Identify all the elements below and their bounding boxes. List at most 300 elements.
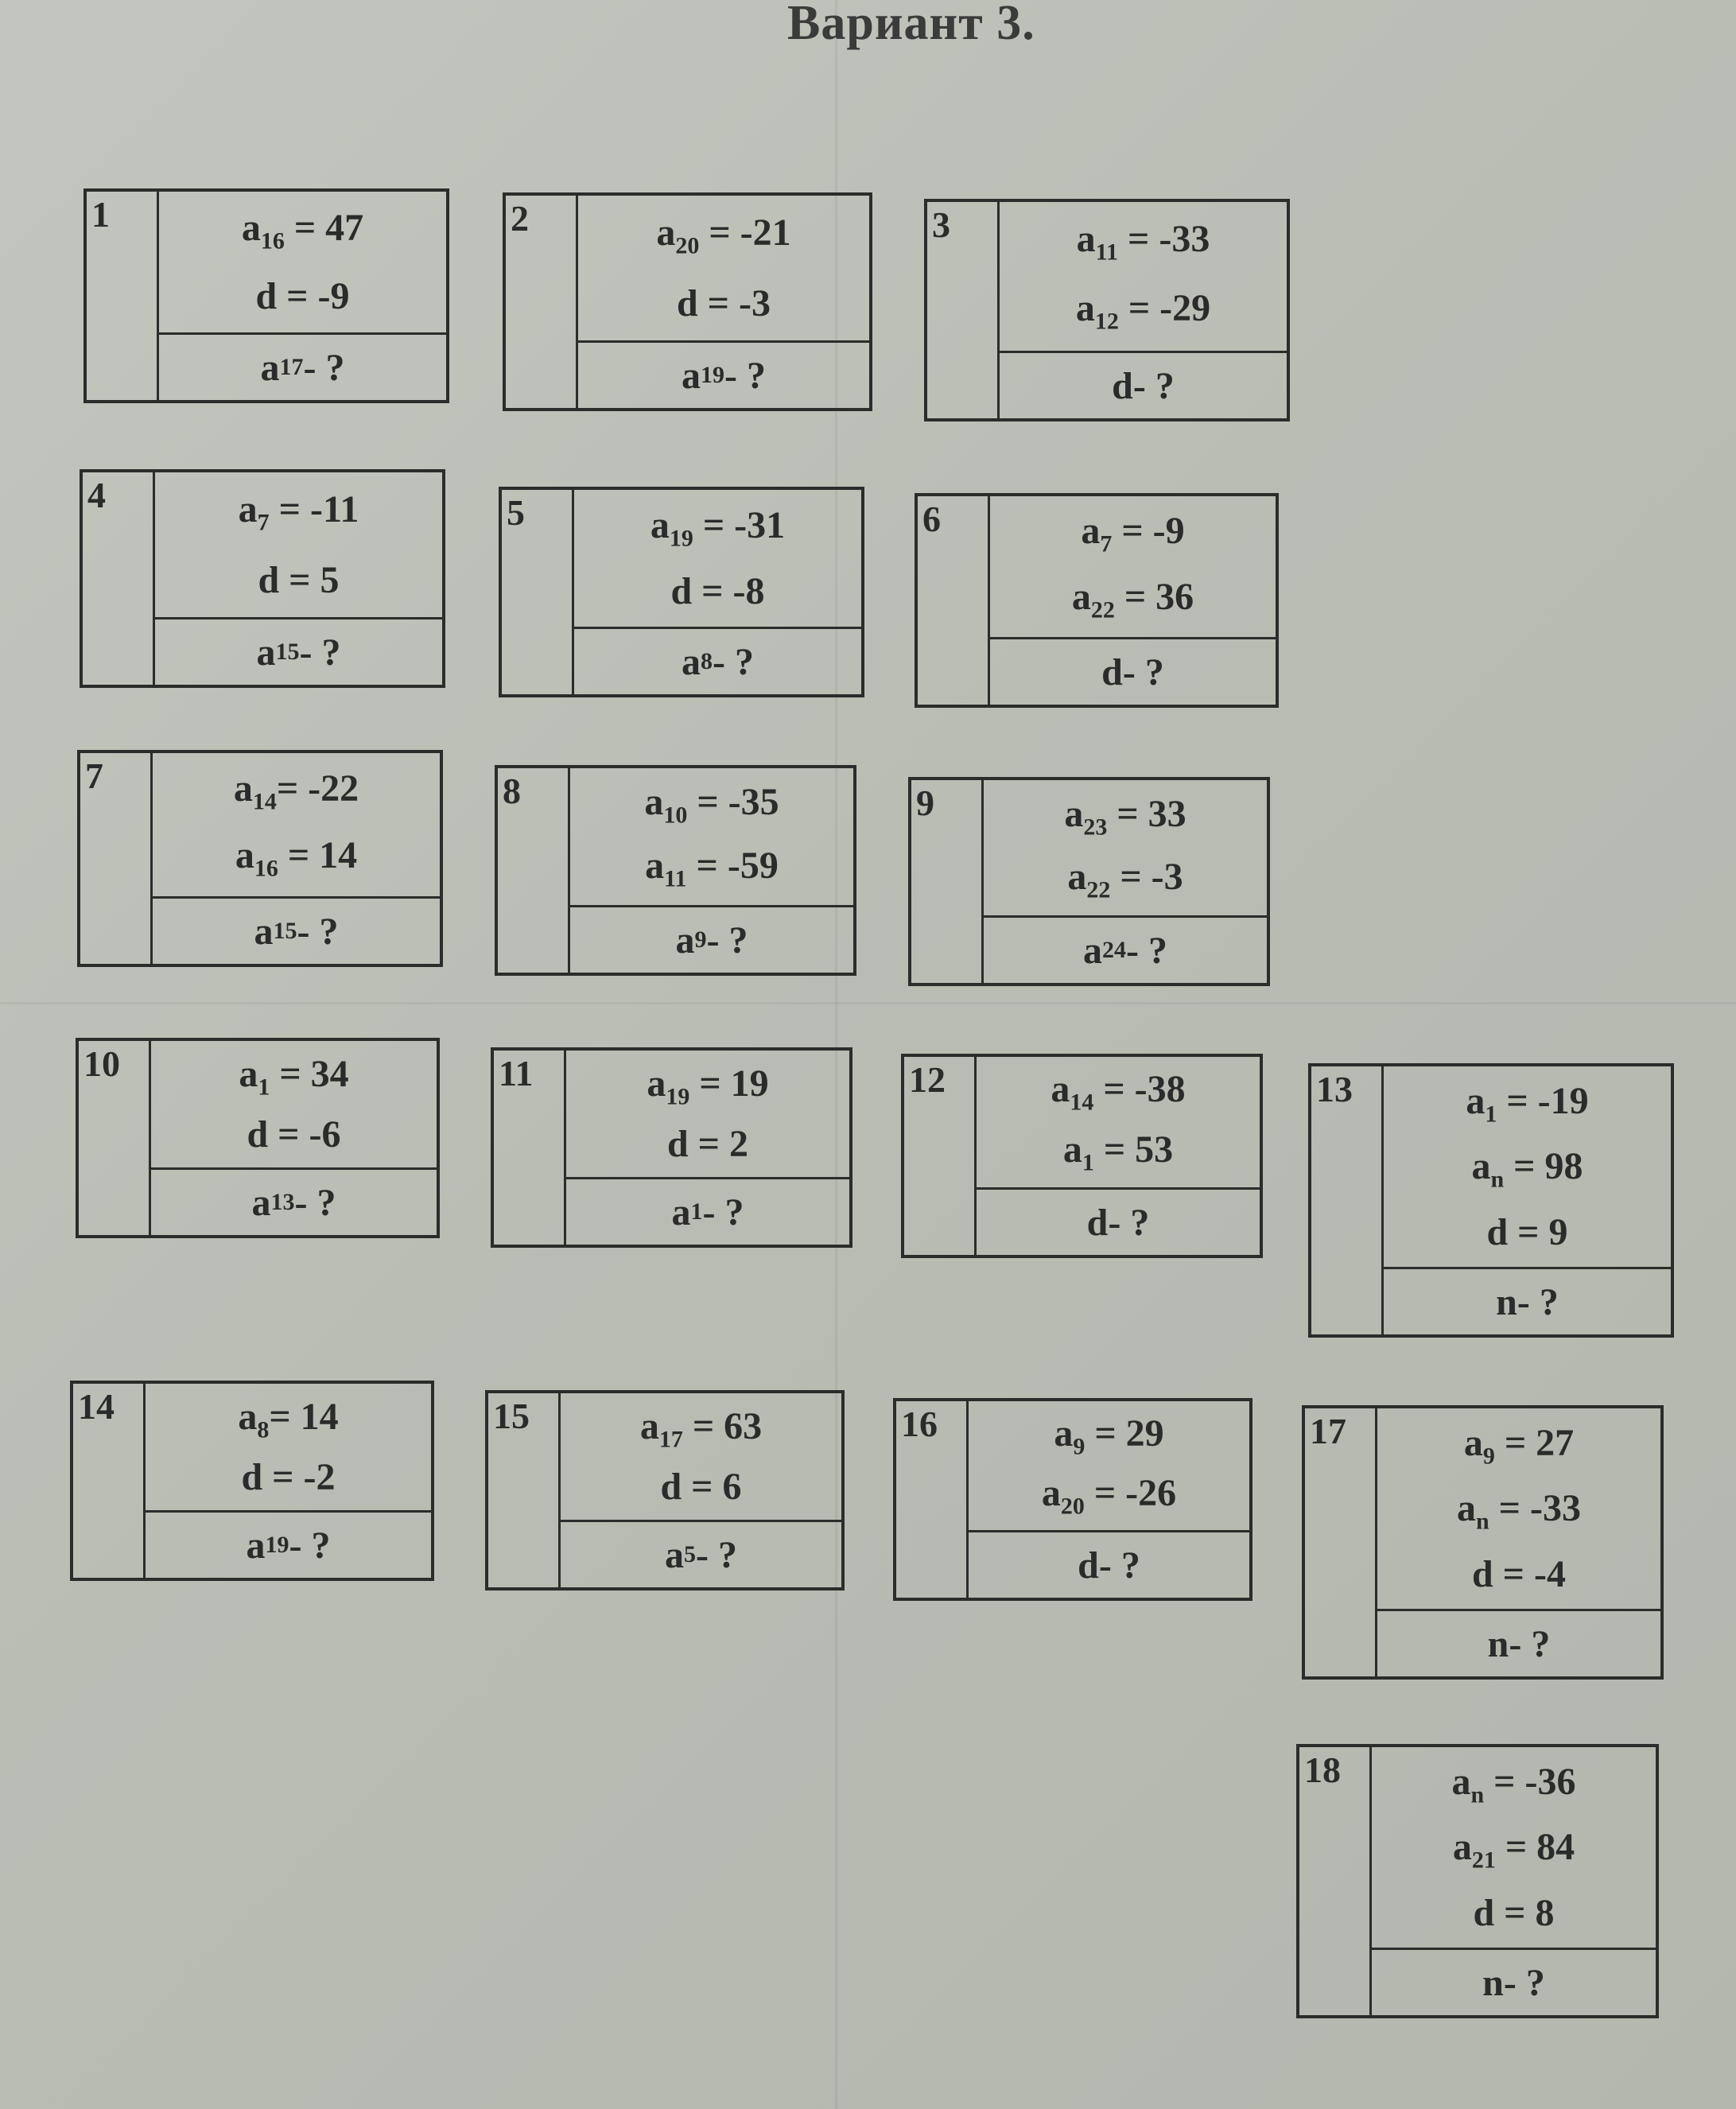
variable: a <box>235 834 254 877</box>
subscript: 1 <box>690 1198 703 1225</box>
subscript: 12 <box>1094 309 1119 336</box>
given-line <box>1464 1421 1574 1470</box>
variable: a <box>1456 1487 1476 1530</box>
task-number-column <box>904 1057 977 1255</box>
given-values <box>561 1393 841 1522</box>
given-line <box>656 211 790 260</box>
question-mark: - ? <box>1126 929 1167 972</box>
task-number-column <box>1311 1066 1384 1334</box>
subscript: 21 <box>1471 1847 1496 1874</box>
given-line <box>1051 1067 1185 1117</box>
variable: a <box>675 919 695 961</box>
task-card <box>77 750 443 967</box>
given-values <box>151 1041 437 1170</box>
given-line <box>651 503 785 553</box>
value: = -8 <box>692 570 765 613</box>
value: = -59 <box>686 845 779 887</box>
task-body <box>984 780 1267 983</box>
task-card <box>70 1381 434 1581</box>
subscript: 1 <box>1485 1101 1497 1128</box>
task-number-column <box>73 1384 146 1578</box>
question-line <box>1384 1269 1671 1334</box>
task-number: 2 <box>511 198 529 239</box>
subscript: n <box>1470 1781 1485 1808</box>
question-mark: - ? <box>713 640 754 683</box>
task-number-column <box>1299 1747 1372 2015</box>
given-line <box>660 1465 741 1509</box>
given-line <box>1471 1144 1583 1194</box>
task-body <box>977 1057 1260 1255</box>
given-line <box>645 844 779 893</box>
task-card <box>1296 1744 1659 2018</box>
variable: a <box>246 1524 266 1567</box>
question-line <box>570 907 853 973</box>
task-body <box>146 1384 431 1578</box>
subscript: 14 <box>1070 1089 1094 1116</box>
task-card <box>499 487 864 697</box>
value: = -3 <box>697 282 771 324</box>
value: = 98 <box>1504 1145 1583 1188</box>
given-line <box>238 1395 338 1444</box>
subscript: 9 <box>1482 1443 1495 1470</box>
subscript: 14 <box>252 788 277 815</box>
task-body <box>566 1051 849 1245</box>
variable: a <box>256 631 276 674</box>
task-number: 9 <box>916 783 934 823</box>
question-line <box>977 1190 1260 1255</box>
task-body <box>153 753 440 964</box>
task-body <box>1372 1747 1656 2015</box>
task-card <box>83 188 449 403</box>
question-mark: - ? <box>1509 1622 1551 1665</box>
task-card <box>915 493 1279 708</box>
task-number-column <box>911 780 984 983</box>
subscript: 13 <box>270 1189 295 1215</box>
variable: a <box>644 781 664 824</box>
given-values <box>159 192 446 335</box>
given-line <box>1076 286 1210 336</box>
given-line <box>644 780 779 829</box>
given-values <box>155 472 442 619</box>
task-number-column <box>87 192 159 400</box>
task-number: 8 <box>503 771 521 811</box>
given-line <box>255 274 349 318</box>
subscript: 24 <box>1102 937 1126 963</box>
subscript: 19 <box>701 362 724 388</box>
value: = -11 <box>269 488 359 531</box>
task-number-column <box>506 196 578 408</box>
task-number: 16 <box>901 1404 938 1444</box>
task-body <box>151 1041 437 1235</box>
value: = -2 <box>262 1456 336 1499</box>
given-values <box>977 1057 1260 1190</box>
variable: d <box>1473 1891 1495 1934</box>
task-body <box>990 496 1276 705</box>
task-body <box>578 196 869 408</box>
value: = 2 <box>688 1123 749 1166</box>
subscript: n <box>1475 1509 1489 1536</box>
task-body <box>1384 1066 1671 1334</box>
value: = 9 <box>1508 1210 1568 1253</box>
subscript: 9 <box>694 926 707 953</box>
variable: a <box>260 346 280 389</box>
variable: a <box>656 212 676 254</box>
question-line <box>1377 1611 1660 1676</box>
value: = 63 <box>682 1404 763 1447</box>
subscript: 20 <box>1060 1493 1085 1520</box>
task-number-column <box>1305 1408 1377 1676</box>
subscript: 10 <box>663 802 688 829</box>
given-values <box>1377 1408 1660 1611</box>
variable: d <box>255 274 278 317</box>
variable: a <box>254 910 274 953</box>
subscript: 1 <box>1082 1149 1094 1176</box>
paper-fold-horizontal <box>0 1002 1736 1004</box>
question-line <box>153 899 440 964</box>
subscript: n <box>1490 1167 1505 1194</box>
variable: a <box>665 1533 684 1576</box>
value: = 84 <box>1495 1826 1575 1869</box>
variable: d <box>1078 1544 1099 1587</box>
given-values <box>153 753 440 899</box>
variable: a <box>241 207 261 250</box>
value: = 14 <box>269 1395 339 1438</box>
question-line <box>578 343 869 408</box>
variable: a <box>1071 575 1091 618</box>
variable: d <box>241 1456 263 1499</box>
value: = -22 <box>276 767 359 810</box>
given-line <box>1054 1412 1163 1461</box>
given-values <box>1000 202 1287 353</box>
question-line <box>969 1532 1249 1598</box>
task-number: 6 <box>922 499 941 539</box>
variable: n <box>1487 1622 1509 1665</box>
value: = 47 <box>284 207 364 250</box>
given-line <box>647 1062 768 1111</box>
given-values <box>984 780 1267 918</box>
value: = 29 <box>1085 1412 1164 1455</box>
given-line <box>1064 792 1186 841</box>
question-mark: - ? <box>297 910 339 953</box>
task-number-column <box>918 496 990 705</box>
variable: n <box>1496 1280 1517 1323</box>
task-number: 10 <box>83 1043 120 1084</box>
question-mark: - ? <box>1122 651 1164 693</box>
value: = 33 <box>1107 792 1186 835</box>
variable: a <box>1062 1128 1082 1171</box>
task-number-column <box>83 472 155 685</box>
subscript: 8 <box>257 1416 270 1443</box>
given-line <box>1063 1128 1173 1177</box>
variable: a <box>647 1062 666 1105</box>
variable: d <box>1112 364 1133 407</box>
task-card <box>908 777 1270 986</box>
task-number: 3 <box>932 204 950 245</box>
variable: a <box>1041 1471 1061 1514</box>
value: = 19 <box>689 1062 769 1105</box>
variable: a <box>1076 217 1096 260</box>
value: = -36 <box>1484 1761 1576 1804</box>
variable: a <box>671 1190 691 1233</box>
task-body <box>159 192 446 400</box>
variable: d <box>1086 1201 1109 1244</box>
question-mark: - ? <box>1098 1544 1140 1587</box>
given-line <box>1081 509 1184 558</box>
given-values <box>570 768 853 907</box>
given-line <box>677 282 771 325</box>
variable: d <box>660 1466 682 1509</box>
subscript: 1 <box>258 1074 270 1101</box>
task-card <box>76 1038 440 1238</box>
given-line <box>1457 1486 1581 1536</box>
given-values <box>1384 1066 1671 1269</box>
task-card <box>901 1054 1263 1258</box>
subscript: 22 <box>1086 876 1111 903</box>
task-number-column <box>79 1041 151 1235</box>
task-card <box>80 469 445 688</box>
question-mark: - ? <box>724 354 766 397</box>
question-line <box>1000 353 1287 418</box>
given-line <box>1067 855 1183 904</box>
question-mark: - ? <box>702 1190 744 1233</box>
subscript: 8 <box>701 648 713 674</box>
value: = -21 <box>699 212 791 254</box>
task-number: 1 <box>91 194 110 235</box>
given-line <box>670 569 764 613</box>
variable: a <box>682 354 701 397</box>
subscript: 19 <box>666 1083 690 1110</box>
variable: d <box>258 558 280 601</box>
variable: d <box>676 282 698 324</box>
given-line <box>235 833 357 883</box>
variable: a <box>1064 792 1084 835</box>
given-values <box>146 1384 431 1513</box>
given-line <box>239 487 359 537</box>
task-card <box>1302 1405 1664 1680</box>
variable: a <box>1051 1068 1070 1111</box>
given-values <box>566 1051 849 1179</box>
value: = -26 <box>1084 1471 1177 1514</box>
variable: a <box>1471 1145 1491 1188</box>
value: = -33 <box>1489 1487 1582 1530</box>
subscript: 15 <box>275 639 300 665</box>
given-values <box>1372 1747 1656 1950</box>
given-line <box>1453 1825 1575 1874</box>
variable: a <box>238 1395 258 1438</box>
value: = -29 <box>1118 287 1211 330</box>
subscript: 20 <box>675 232 700 259</box>
question-mark: - ? <box>289 1524 331 1567</box>
value: = -35 <box>687 781 779 824</box>
variable: d <box>666 1123 689 1166</box>
value: = -9 <box>277 274 350 317</box>
subscript: 22 <box>1090 596 1115 623</box>
variable: d <box>1486 1210 1509 1253</box>
task-body <box>574 490 861 694</box>
task-body <box>570 768 853 973</box>
given-line <box>258 558 339 602</box>
question-line <box>574 629 861 694</box>
task-card <box>893 1398 1252 1601</box>
subscript: 7 <box>1100 531 1113 558</box>
subscript: 15 <box>273 918 297 944</box>
variable: d <box>670 570 693 613</box>
value: = 34 <box>270 1052 349 1095</box>
task-number: 15 <box>493 1396 530 1436</box>
task-number-column <box>927 202 1000 418</box>
given-values <box>969 1401 1249 1532</box>
task-number-column <box>494 1051 566 1245</box>
subscript: 5 <box>684 1541 696 1567</box>
given-values <box>990 496 1276 639</box>
subscript: 23 <box>1083 814 1108 841</box>
task-number: 17 <box>1310 1411 1346 1451</box>
task-number: 7 <box>85 755 103 796</box>
task-number-column <box>502 490 574 694</box>
task-number: 13 <box>1316 1069 1353 1109</box>
value: = -4 <box>1493 1552 1567 1595</box>
given-line <box>234 767 359 816</box>
task-card <box>485 1390 845 1590</box>
task-body <box>1377 1408 1660 1676</box>
question-mark: - ? <box>1503 1961 1545 2004</box>
question-line <box>984 918 1267 983</box>
task-card <box>924 199 1290 421</box>
value: = 14 <box>278 834 358 877</box>
question-line <box>1372 1950 1656 2015</box>
question-mark: - ? <box>303 346 345 389</box>
value: = 5 <box>279 558 340 601</box>
question-line <box>566 1179 849 1245</box>
question-mark: - ? <box>706 919 748 961</box>
task-number-column <box>896 1401 969 1598</box>
value: = -6 <box>268 1113 341 1156</box>
subscript: 17 <box>279 354 304 380</box>
subscript: 11 <box>664 865 687 892</box>
task-number-column <box>488 1393 561 1587</box>
question-mark: - ? <box>1517 1280 1559 1323</box>
given-values <box>578 196 869 343</box>
subscript: 16 <box>260 227 285 254</box>
subscript: 11 <box>1095 239 1118 266</box>
subscript: 19 <box>669 525 693 552</box>
variable: a <box>233 767 253 810</box>
given-line <box>1072 575 1194 624</box>
variable: d <box>1471 1552 1493 1595</box>
subscript: 16 <box>254 855 278 882</box>
question-line <box>155 619 442 685</box>
subscript: 7 <box>257 509 270 536</box>
task-card <box>503 192 872 411</box>
task-number: 11 <box>499 1053 534 1093</box>
task-number: 18 <box>1304 1750 1341 1790</box>
given-line <box>1473 1891 1554 1935</box>
variable: a <box>1067 855 1087 898</box>
given-line <box>1451 1760 1575 1809</box>
task-card <box>495 765 856 976</box>
variable: a <box>1081 510 1101 553</box>
page-title: Вариант 3. <box>787 0 1035 50</box>
value: = 36 <box>1114 575 1194 618</box>
given-line <box>1472 1552 1566 1596</box>
task-body <box>155 472 442 685</box>
task-number: 14 <box>78 1386 115 1427</box>
question-mark: - ? <box>1132 364 1175 407</box>
variable: a <box>1463 1422 1483 1465</box>
variable: a <box>1466 1080 1486 1123</box>
value: = -31 <box>693 503 786 546</box>
question-mark: - ? <box>299 631 341 674</box>
question-mark: - ? <box>696 1533 737 1576</box>
variable: a <box>1083 929 1102 972</box>
question-line <box>151 1170 437 1235</box>
subscript: 9 <box>1073 1433 1085 1460</box>
value: = 8 <box>1494 1891 1555 1934</box>
task-card <box>1308 1063 1674 1338</box>
variable: a <box>251 1181 271 1224</box>
question-line <box>561 1522 841 1587</box>
task-number-column <box>498 768 570 973</box>
task-body <box>1000 202 1287 418</box>
value: = -38 <box>1093 1068 1186 1111</box>
task-body <box>969 1401 1249 1598</box>
task-card <box>491 1047 852 1248</box>
task-number: 4 <box>87 475 106 515</box>
question-mark: - ? <box>294 1181 336 1224</box>
value: = -19 <box>1497 1080 1589 1123</box>
given-line <box>667 1122 748 1166</box>
variable: a <box>645 845 665 887</box>
value: = 53 <box>1093 1128 1174 1171</box>
subscript: 19 <box>265 1532 289 1558</box>
question-line <box>159 335 446 400</box>
variable: a <box>639 1404 659 1447</box>
task-body <box>561 1393 841 1587</box>
variable: a <box>1075 287 1095 330</box>
question-line <box>990 639 1276 705</box>
variable: d <box>247 1113 269 1156</box>
variable: a <box>1452 1826 1472 1869</box>
task-number: 5 <box>507 492 525 533</box>
value: = -9 <box>1112 510 1185 553</box>
given-line <box>247 1113 340 1156</box>
given-line <box>242 206 363 255</box>
task-number: 12 <box>909 1059 946 1100</box>
question-line <box>146 1513 431 1578</box>
question-mark: - ? <box>1108 1201 1150 1244</box>
variable: n <box>1482 1961 1504 2004</box>
subscript: 17 <box>658 1426 683 1453</box>
given-line <box>640 1404 762 1454</box>
variable: a <box>239 1052 258 1095</box>
variable: a <box>650 503 670 546</box>
value: = 27 <box>1494 1422 1575 1465</box>
variable: a <box>1451 1761 1471 1804</box>
value: = 6 <box>682 1466 742 1509</box>
variable: a <box>682 640 701 683</box>
given-values <box>574 490 861 629</box>
variable: d <box>1101 651 1123 693</box>
given-line <box>239 1052 348 1101</box>
value: = -33 <box>1118 217 1210 260</box>
variable: a <box>1054 1412 1074 1455</box>
given-line <box>1466 1079 1588 1128</box>
given-line <box>1077 217 1210 266</box>
variable: a <box>238 488 258 531</box>
value: = -3 <box>1110 855 1183 898</box>
task-number-column <box>80 753 153 964</box>
given-line <box>1486 1210 1567 1254</box>
